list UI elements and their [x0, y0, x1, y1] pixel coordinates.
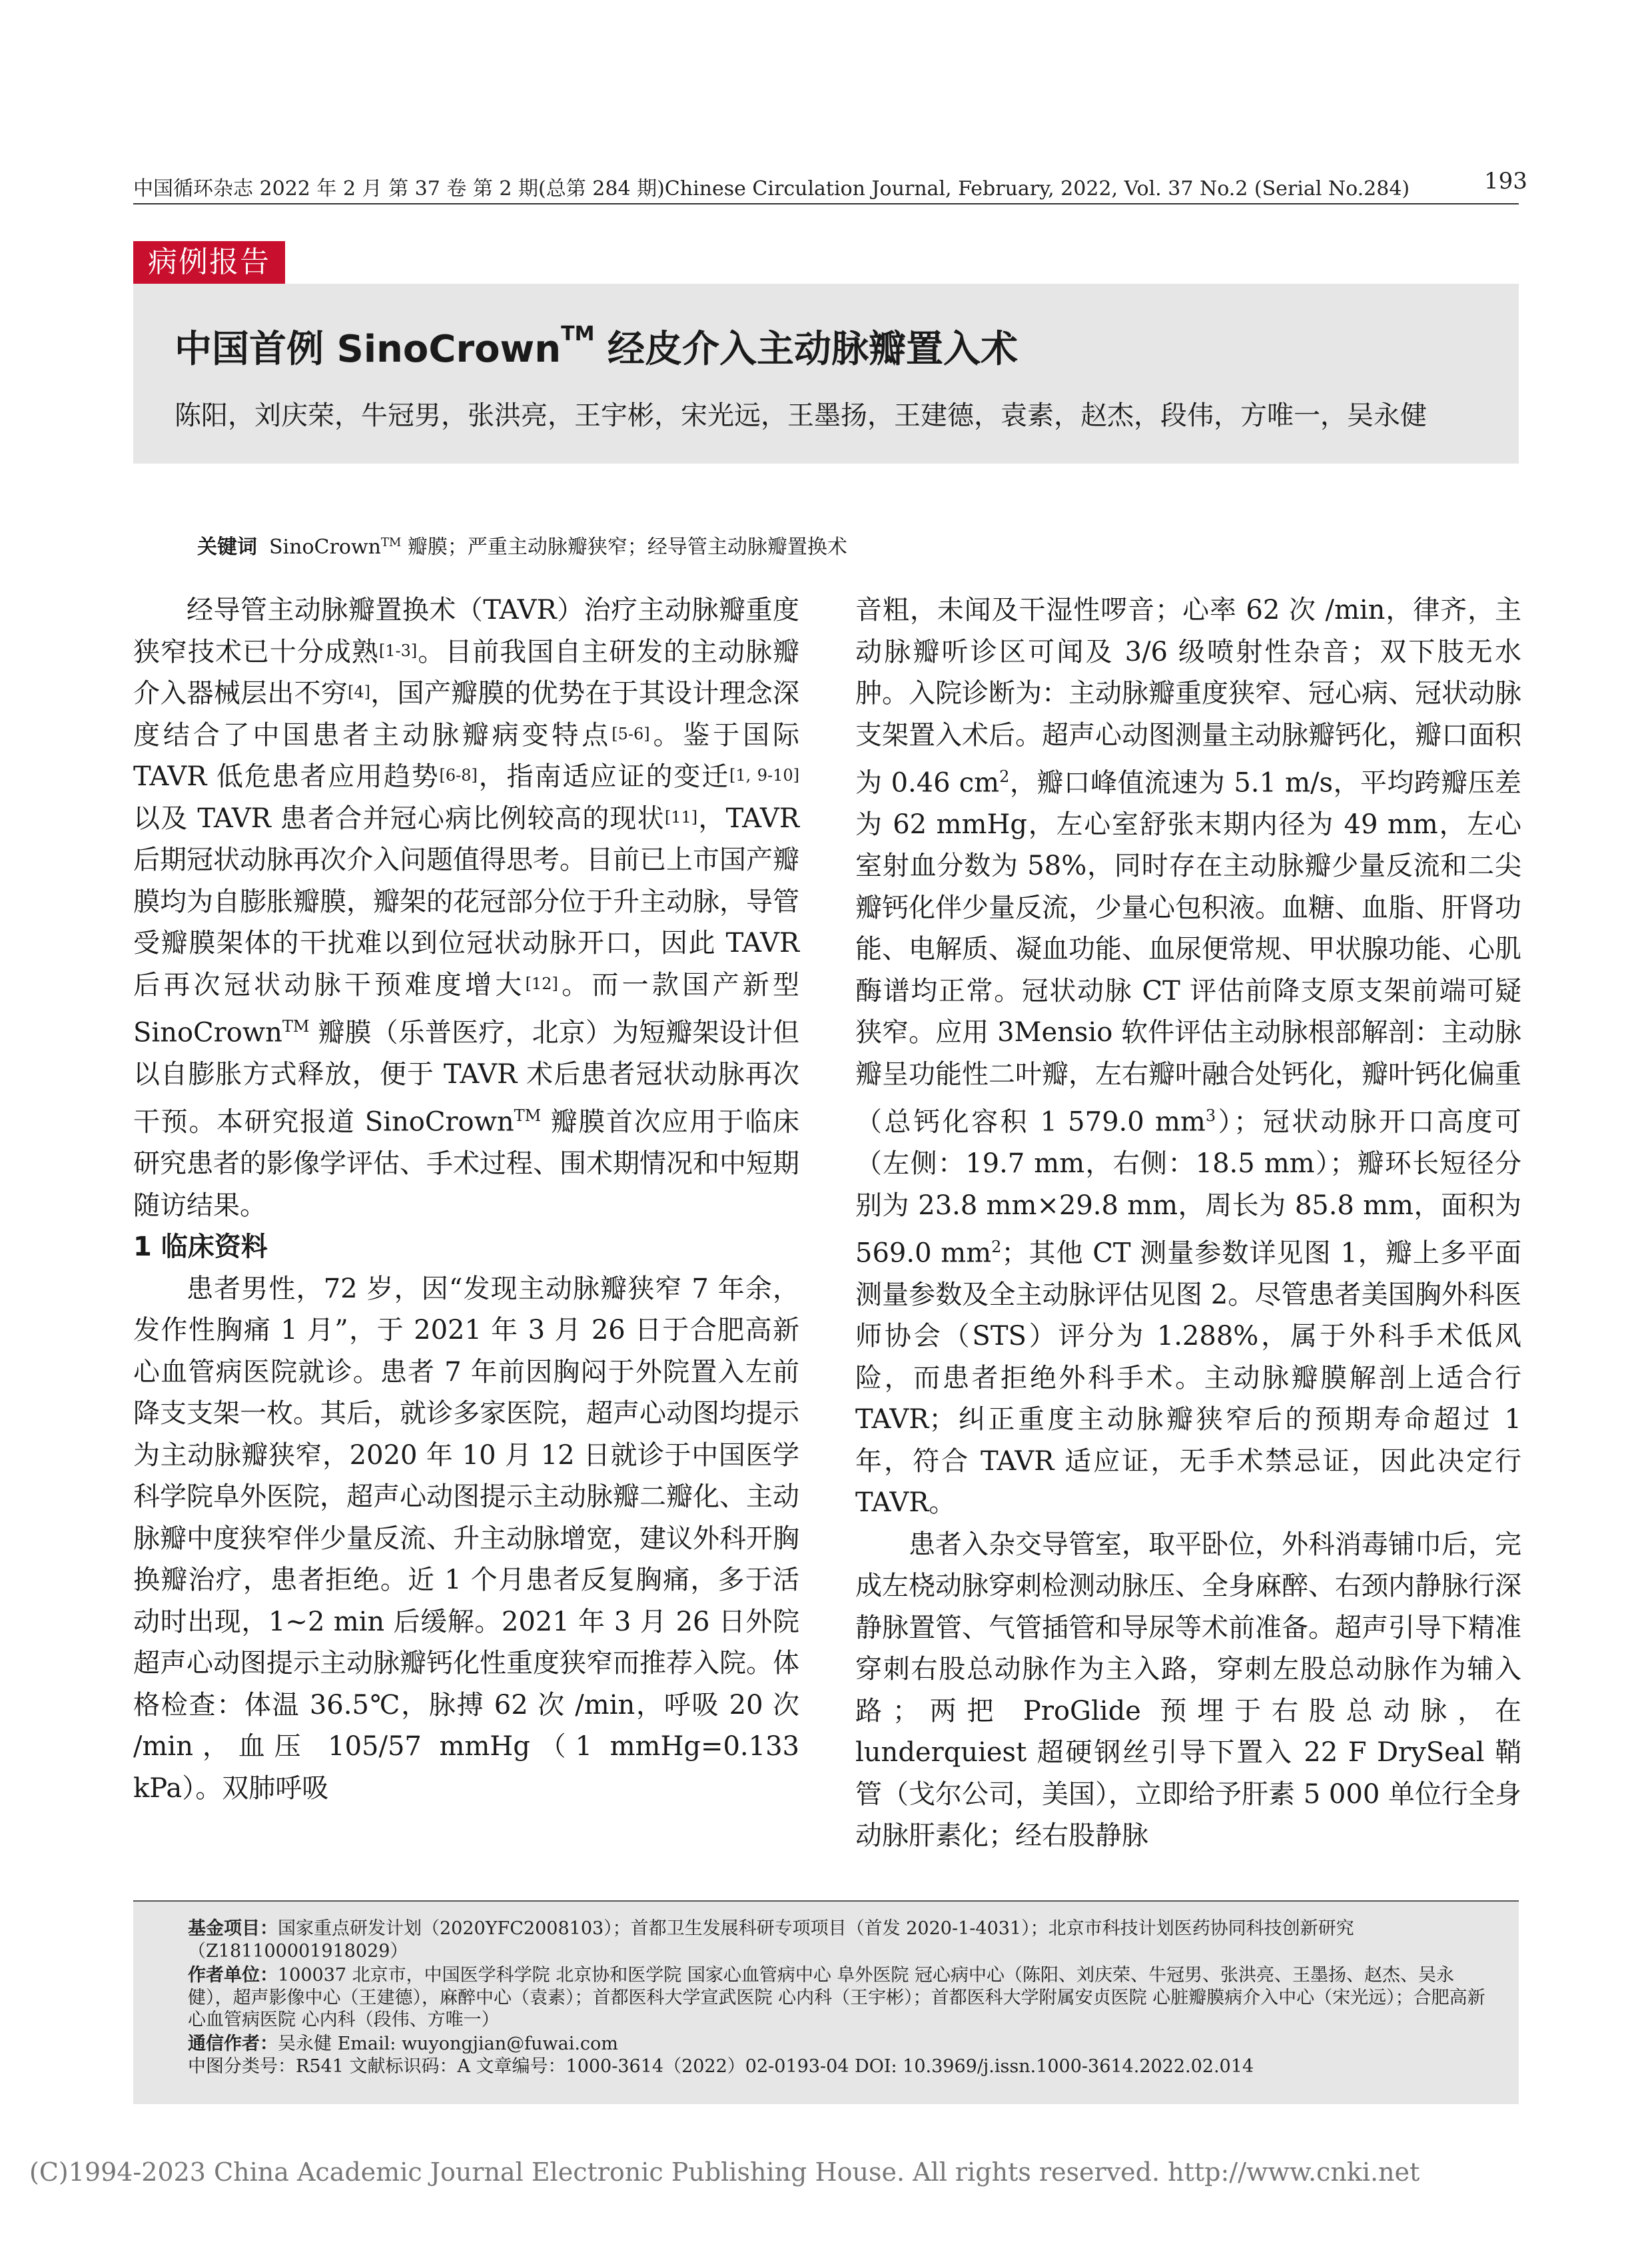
- title-block: [133, 284, 1519, 464]
- case-continued-paragraph: 音粗，未闻及干湿性啰音；心率 62 次 /min，律齐，主动脉瓣听诊区可闻及 3/6 级喷射性杂音；双下肢无水肿。入院诊断为：主动脉瓣重度狭窄、冠心病、冠状动脉支架置入术后。超声心动图测量主动脉瓣钙化，瓣口面积为 0.46 $cm^2$，瓣口峰值流速为 5.1 m/s，平均跨瓣压差为 62 mmHg，左心室舒张末期内径为 49 mm，左心室射血分数为 58%，同时存在主动脉瓣少量反流和二尖瓣钙化伴少量反流，少量心包积液。血糖、血脂、肝肾功能、电解质、凝血功能、血尿便常规、甲状腺功能、心肌酶谱均正常。冠状动脉 CT 评估前降支原支架前端可疑狭窄。应用 3Mensio 软件评估主动脉根部解剖：主动脉瓣呈功能性二叶瓣，左右瓣叶融合处钙化，瓣叶钙化偏重（总钙化容积 1 579.0 $mm^3$）；冠状动脉开口高度可（左侧：19.7 mm，右侧：18.5 mm）；瓣环长短径分别为 23.8 mm×29.8 mm，周长为 85.8 mm，面积为 569.0 $mm^2$；其他 CT 测量参数详见图 1，瓣上多平面测量参数及全主动脉评估见图 2。尽管患者美国胸外科医师协会（STS）评分为 1.288%，属于外科手术低风险，而患者拒绝外科手术。主动脉瓣膜解剖上适合行 TAVR；纠正重度主动脉瓣狭窄后的预期寿命超过 1 年，符合 TAVR 适应证，无手术禁忌证，因此决定行 TAVR。: [855, 595, 1522, 1519]
- header-rule: [133, 203, 1519, 204]
- classification-note: 中图分类号：R541 文献标识码：A 文章编号：1000-3614（2022）02-0193-04 DOI: 10.3969/j.issn.1000-3614.2022.02.014: [188, 2056, 1254, 2077]
- keywords-label: 关键词: [197, 536, 257, 559]
- intro-paragraph: 经导管主动脉瓣置换术（TAVR）治疗主动脉瓣重度狭窄技术已十分成熟[1-3]。目前我国自主研发的主动脉瓣介入器械层出不穷[4]，国产瓣膜的优势在于其设计理念深度结合了中国患者主动脉瓣病变特点[5-6]。鉴于国际 TAVR 低危患者应用趋势[6-8]，指南适应证的变迁[1, 9-10]以及 TAVR 患者合并冠心病比例较高的现状[11]，TAVR 后期冠状动脉再次介入问题值得思考。目前已上市国产瓣膜均为自膨胀瓣膜，瓣架的花冠部分位于升主动脉，导管受瓣膜架体的干扰难以到位冠状动脉开口，因此 TAVR 后再次冠状动脉干预难度增大[12]。而一款国产新型 SinoCrown™ 瓣膜（乐普医疗，北京）为短瓣架设计但以自膨胀方式释放，便于 TAVR 术后患者冠状动脉再次干预。本研究报道 SinoCrown™ 瓣膜首次应用于临床研究患者的影像学评估、手术过程、围术期情况和中短期随访结果。: [133, 595, 800, 1221]
- category-badge: 病例报告: [133, 241, 285, 284]
- page-number: 193: [1484, 168, 1527, 194]
- footnote-block: [133, 1900, 1519, 2104]
- author-list: 陈阳，刘庆荣，牛冠男，张洪亮，王宇彬，宋光远，王墨扬，王建德，袁素，赵杰，段伟，方唯一，吴永健: [175, 400, 1427, 431]
- procedure-paragraph: 患者入杂交导管室，取平卧位，外科消毒铺巾后，完成左桡动脉穿刺检测动脉压、全身麻醉、右颈内静脉行深静脉置管、气管插管和导尿等术前准备。超声引导下精准穿刺右股总动脉作为主入路，穿刺左股总动脉作为辅入路；两把 ProGlide 预埋于右股总动脉，在 lunderquiest 超硬钢丝引导下置入 22 F DrySeal 鞘管（戈尔公司，美国），立即给予肝素 5 000 单位行全身动脉肝素化；经右股静脉: [855, 1529, 1521, 1852]
- running-header: 中国循环杂志 2022 年 2 月 第 37 卷 第 2 期(总第 284 期)Chinese Circulation Journal, February, 2022, Vol. 37 No.2 (Serial No.284): [133, 177, 1410, 200]
- fund-note: 基金项目：国家重点研发计划（2020YFC2008103）；首都卫生发展科研专项项目（首发 2020-1-4031）；北京市科技计划医药协同科技创新研究（Z181100001918029）: [188, 1918, 1354, 1962]
- keywords: 关键词 SinoCrown™ 瓣膜；严重主动脉瓣狭窄；经导管主动脉瓣置换术: [197, 536, 847, 559]
- copyright-line: (C)1994-2023 China Academic Journal Electronic Publishing House. All rights reserved. http://www.cnki.net: [29, 2157, 1420, 2187]
- affiliation-note: 作者单位：100037 北京市，中国医学科学院 北京协和医学院 国家心血管病中心 阜外医院 冠心病中心（陈阳、刘庆荣、牛冠男、张洪亮、王墨扬、赵杰、吴永健），超声影像中心（王建德），麻醉中心（袁素）；首都医科大学宣武医院 心内科（王宇彬）；首都医科大学附属安贞医院 心脏瓣膜病介入中心（宋光远）；合肥高新心血管病医院 心内科（段伟、方唯一）: [188, 1965, 1485, 2030]
- case-paragraph: 患者男性，72 岁，因“发现主动脉瓣狭窄 7 年余，发作性胸痛 1 月”，于 2021 年 3 月 26 日于合肥高新心血管病医院就诊。患者 7 年前因胸闷于外院置入左前降支支架一枚。其后，就诊多家医院，超声心动图均提示为主动脉瓣狭窄，2020 年 10 月 12 日就诊于中国医学科学院阜外医院，超声心动图提示主动脉瓣二瓣化、主动脉瓣中度狭窄伴少量反流、升主动脉增宽，建议外科开胸换瓣治疗，患者拒绝。近 1 个月患者反复胸痛，多于活动时出现，1~2 min 后缓解。2021 年 3 月 26 日外院超声心动图提示主动脉瓣钙化性重度狭窄而推荐入院。体格检查：体温 36.5℃，脉搏 62 次 /min，呼吸 20 次 /min，血压 105/57 mmHg（1 mmHg=0.133 kPa）。双肺呼吸: [133, 1273, 799, 1804]
- right-column: [855, 589, 1521, 1857]
- left-column: [133, 589, 799, 1809]
- corresponding-author-note: 通信作者：吴永健 Email: wuyongjian@fuwai.com: [188, 2034, 618, 2054]
- article-title: 中国首例 SinoCrown™ 经皮介入主动脉瓣置入术: [175, 322, 1018, 371]
- section-heading-1: 1 临床资料: [133, 1232, 268, 1263]
- footnote-rule: [133, 1900, 1519, 1902]
